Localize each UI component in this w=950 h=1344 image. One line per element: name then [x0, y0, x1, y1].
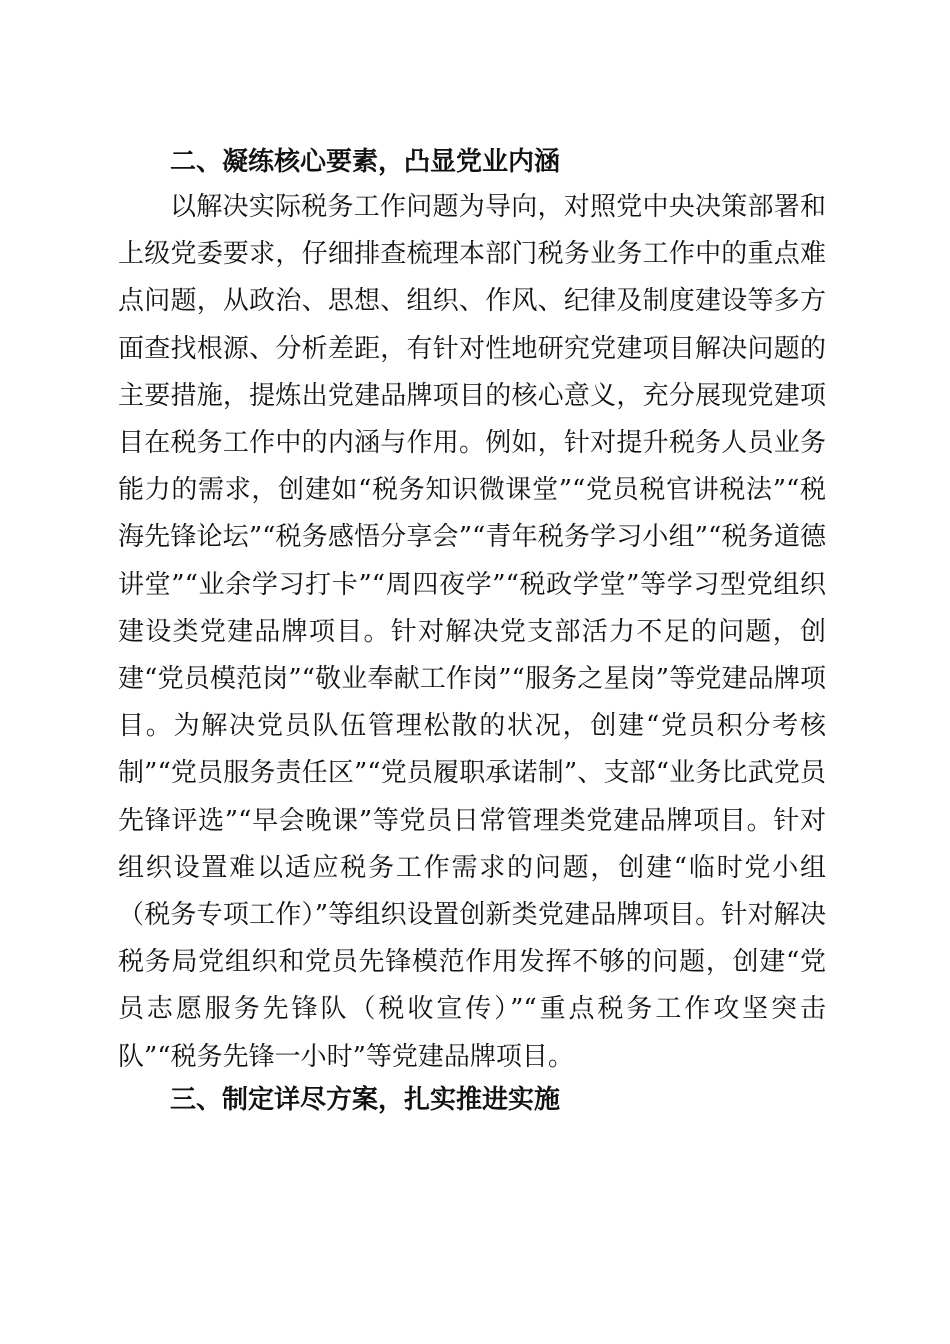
- section-heading-2: 二、凝练核心要素，凸显党业内涵: [170, 147, 561, 177]
- section-heading-3: 三、制定详尽方案，扎实推进实施: [170, 1085, 561, 1115]
- section-2-paragraph: 以解决实际税务工作问题为导向，对照党中央决策部署和上级党委要求，仔细排查梳理本部门税务业务工作中的重点难点问题，从政治、思想、组织、作风、纪律及制度建设等多方面查找根源、分析差距，有针对性地研究党建项目解决问题的主要措施，提炼出党建品牌项目的核心意义，充分展现党建项目在税务工作中的内涵与作用。例如，针对提升税务人员业务能力的需求，创建如“税务知识微课堂”“党员税官讲税法”“税海先锋论坛”“税务感悟分享会”“青年税务学习小组”“税务道德讲堂”“业余学习打卡”“周四夜学”“税政学堂”等学习型党组织建设类党建品牌项目。针对解决党支部活力不足的问题，创建“党员模范岗”“敬业奉献工作岗”“服务之星岗”等党建品牌项目。为解决党员队伍管理松散的状况，创建“党员积分考核制”“党员服务责任区”“党员履职承诺制”、支部“业务比武党员先锋评选”“早会晚课”等党员日常管理类党建品牌项目。针对组织设置难以适应税务工作需求的问题，创建“临时党小组（税务专项工作）”等组织设置创新类党建品牌项目。针对解决税务局党组织和党员先锋模范作用发挥不够的问题，创建“党员志愿服务先锋队（税收宣传）”“重点税务工作攻坚突击队”“税务先锋一小时”等党建品牌项目。: [118, 192, 826, 1072]
